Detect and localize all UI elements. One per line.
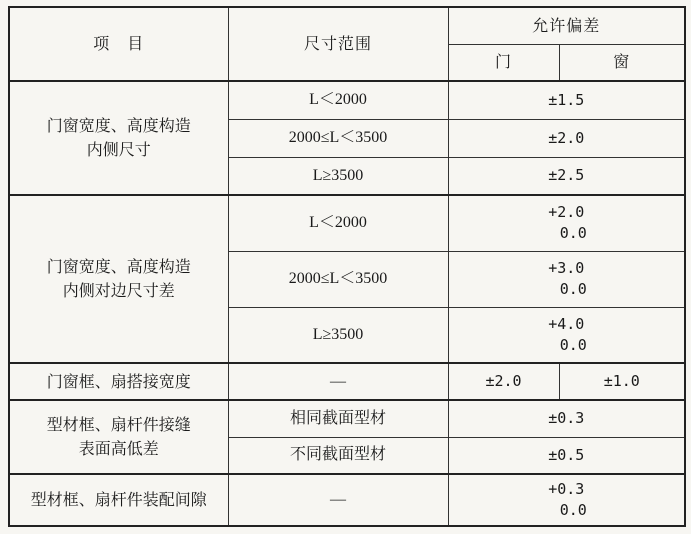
group3-range: — <box>228 363 448 400</box>
header-project: 项 目 <box>9 7 228 81</box>
group1-row1-range: L＜2000 <box>228 81 448 119</box>
group1-row1-tol: ±1.5 <box>448 81 685 119</box>
group2-row2-tol-lower: 0.0 <box>559 280 587 298</box>
group5-tol-lower: 0.0 <box>559 501 587 519</box>
group5-tol <box>448 474 685 526</box>
group3-door-tol: ±2.0 <box>448 363 559 400</box>
group1-row3-tol: ±2.5 <box>448 157 685 195</box>
group3-window-tol: ±1.0 <box>559 363 685 400</box>
group1-title <box>9 81 228 195</box>
group4-title-line2: 表面高低差 <box>78 439 159 458</box>
group1-row2-range: 2000≤L＜3500 <box>228 119 448 157</box>
group4-row2-range: 不同截面型材 <box>228 437 448 474</box>
group2-row3-tol <box>448 307 685 363</box>
group2-row2-tol <box>448 251 685 307</box>
group2-row3-range: L≥3500 <box>228 307 448 363</box>
group1-row3-range: L≥3500 <box>228 157 448 195</box>
group5-title: 型材框、扇杆件装配间隙 <box>9 474 228 526</box>
header-range: 尺寸范围 <box>228 7 448 81</box>
group2-title <box>9 195 228 363</box>
group5-range: — <box>228 474 448 526</box>
group2-title-line1: 门窗宽度、高度构造 <box>46 257 191 276</box>
group4-row1-range: 相同截面型材 <box>228 400 448 437</box>
tolerance-table-container <box>8 6 686 527</box>
group2-row2-tol-upper: +3.0 <box>548 259 585 277</box>
header-door: 门 <box>448 44 559 81</box>
group2-row2-range: 2000≤L＜3500 <box>228 251 448 307</box>
group3-title: 门窗框、扇搭接宽度 <box>9 363 228 400</box>
group2-row3-tol-upper: +4.0 <box>548 314 585 333</box>
group2-row3-tol-lower: 0.0 <box>559 335 587 354</box>
group1-title-line2: 内侧尺寸 <box>86 140 151 159</box>
group4-title-line1: 型材框、扇杆件接缝 <box>46 415 191 434</box>
group1-row2-tol: ±2.0 <box>448 119 685 157</box>
group2-title-line2: 内侧对边尺寸差 <box>62 281 175 300</box>
header-tolerance: 允许偏差 <box>448 7 685 44</box>
tolerance-table <box>8 6 686 527</box>
group2-row1-tol-upper: +2.0 <box>548 203 585 222</box>
group4-row2-tol: ±0.5 <box>448 437 685 474</box>
group2-row1-tol-lower: 0.0 <box>559 224 587 243</box>
group1-title-line1: 门窗宽度、高度构造 <box>46 116 191 135</box>
group2-row1-range: L＜2000 <box>228 195 448 251</box>
group5-tol-upper: +0.3 <box>548 480 585 498</box>
group2-row1-tol <box>448 195 685 251</box>
group4-row1-tol: ±0.3 <box>448 400 685 437</box>
group4-title <box>9 400 228 474</box>
header-window: 窗 <box>559 44 685 81</box>
